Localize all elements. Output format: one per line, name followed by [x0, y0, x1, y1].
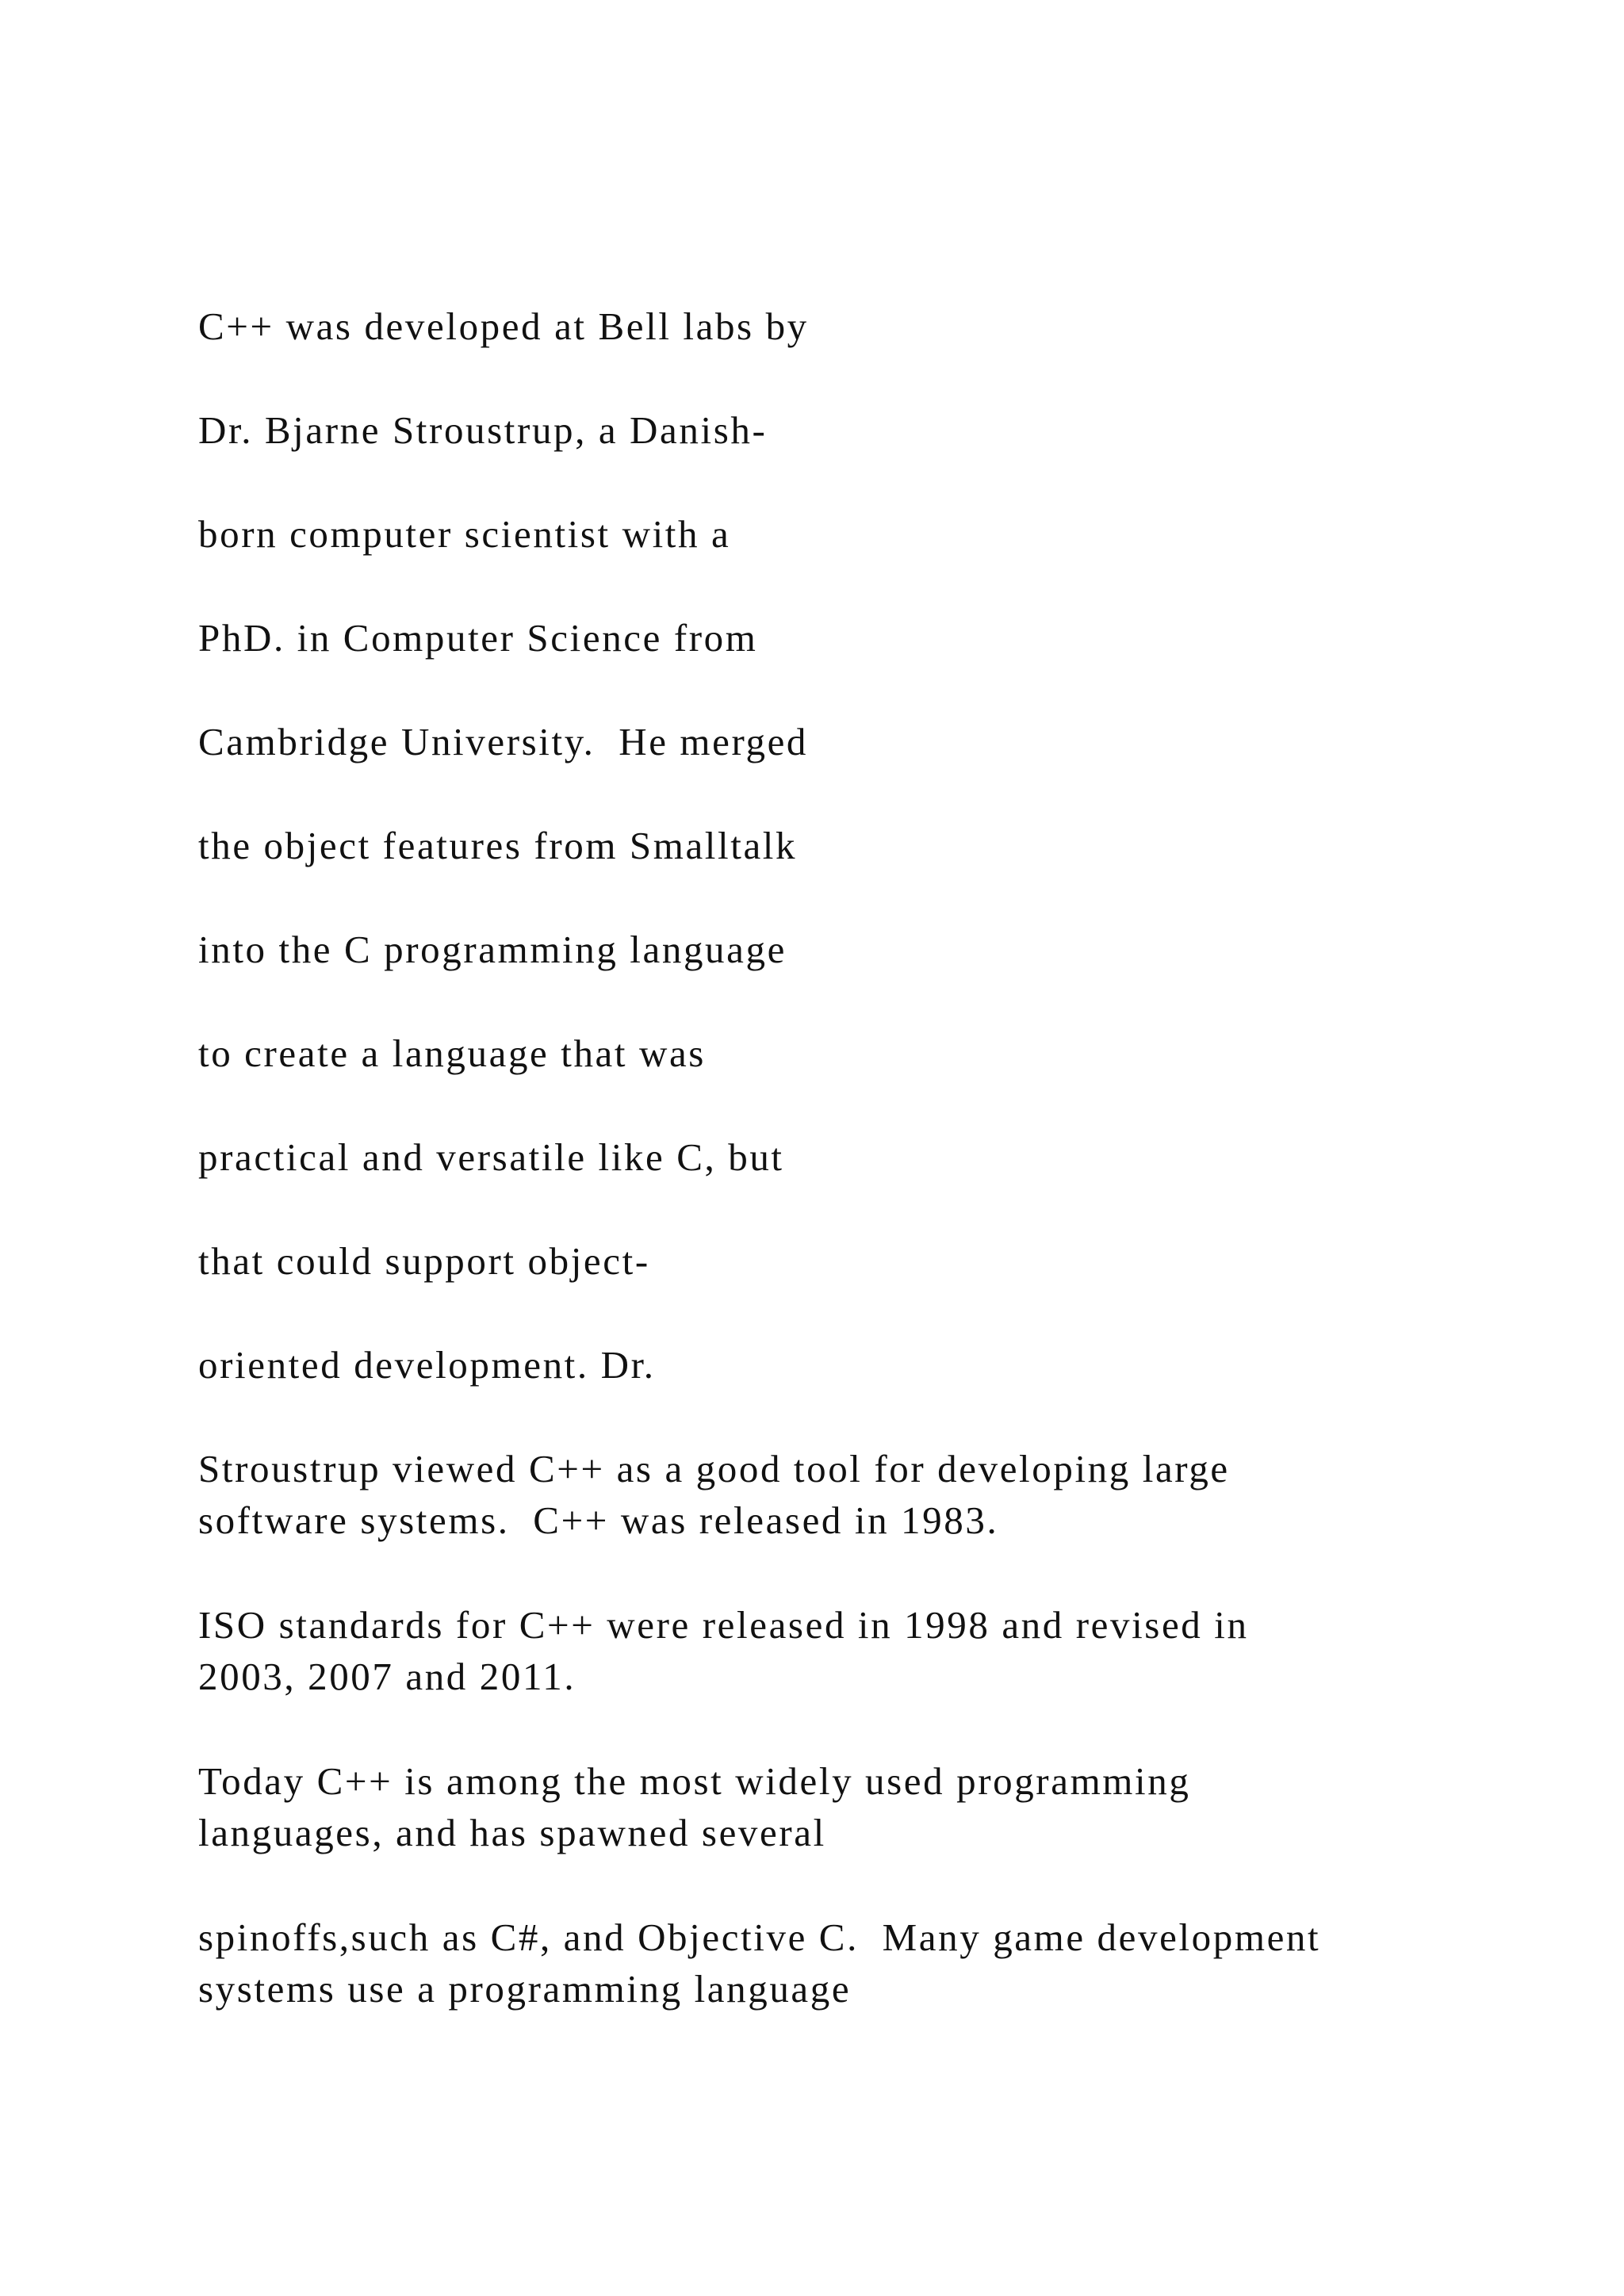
text-line: 2003, 2007 and 2011.: [198, 1655, 576, 1698]
text-line: Dr. Bjarne Stroustrup, a Danish-: [198, 408, 768, 452]
text-line: C++ was developed at Bell labs by: [198, 304, 809, 348]
text-line: Cambridge University. He merged: [198, 720, 809, 763]
text-line: languages, and has spawned several: [198, 1811, 826, 1854]
text-line: into the C programming language: [198, 928, 787, 971]
text-line: Stroustrup viewed C++ as a good tool for developing large: [198, 1447, 1230, 1490]
text-line: Today C++ is among the most widely used programming: [198, 1759, 1191, 1803]
text-line: PhD. in Computer Science from: [198, 616, 758, 660]
text-line: systems use a programming language: [198, 1967, 852, 2011]
text-line: ISO standards for C++ were released in 1998 and revised in: [198, 1603, 1249, 1647]
text-line: the object features from Smalltalk: [198, 824, 798, 867]
text-line: that could support object-: [198, 1239, 650, 1283]
text-line: practical and versatile like C, but: [198, 1135, 784, 1179]
text-line: spinoffs,such as C#, and Objective C. Many game development: [198, 1915, 1321, 1959]
document-body: [198, 300, 1507, 2015]
text-line: oriented development. Dr.: [198, 1343, 656, 1387]
text-line: to create a language that was: [198, 1031, 706, 1075]
text-line: born computer scientist with a: [198, 512, 731, 556]
text-line: software systems. C++ was released in 1983.: [198, 1498, 999, 1542]
